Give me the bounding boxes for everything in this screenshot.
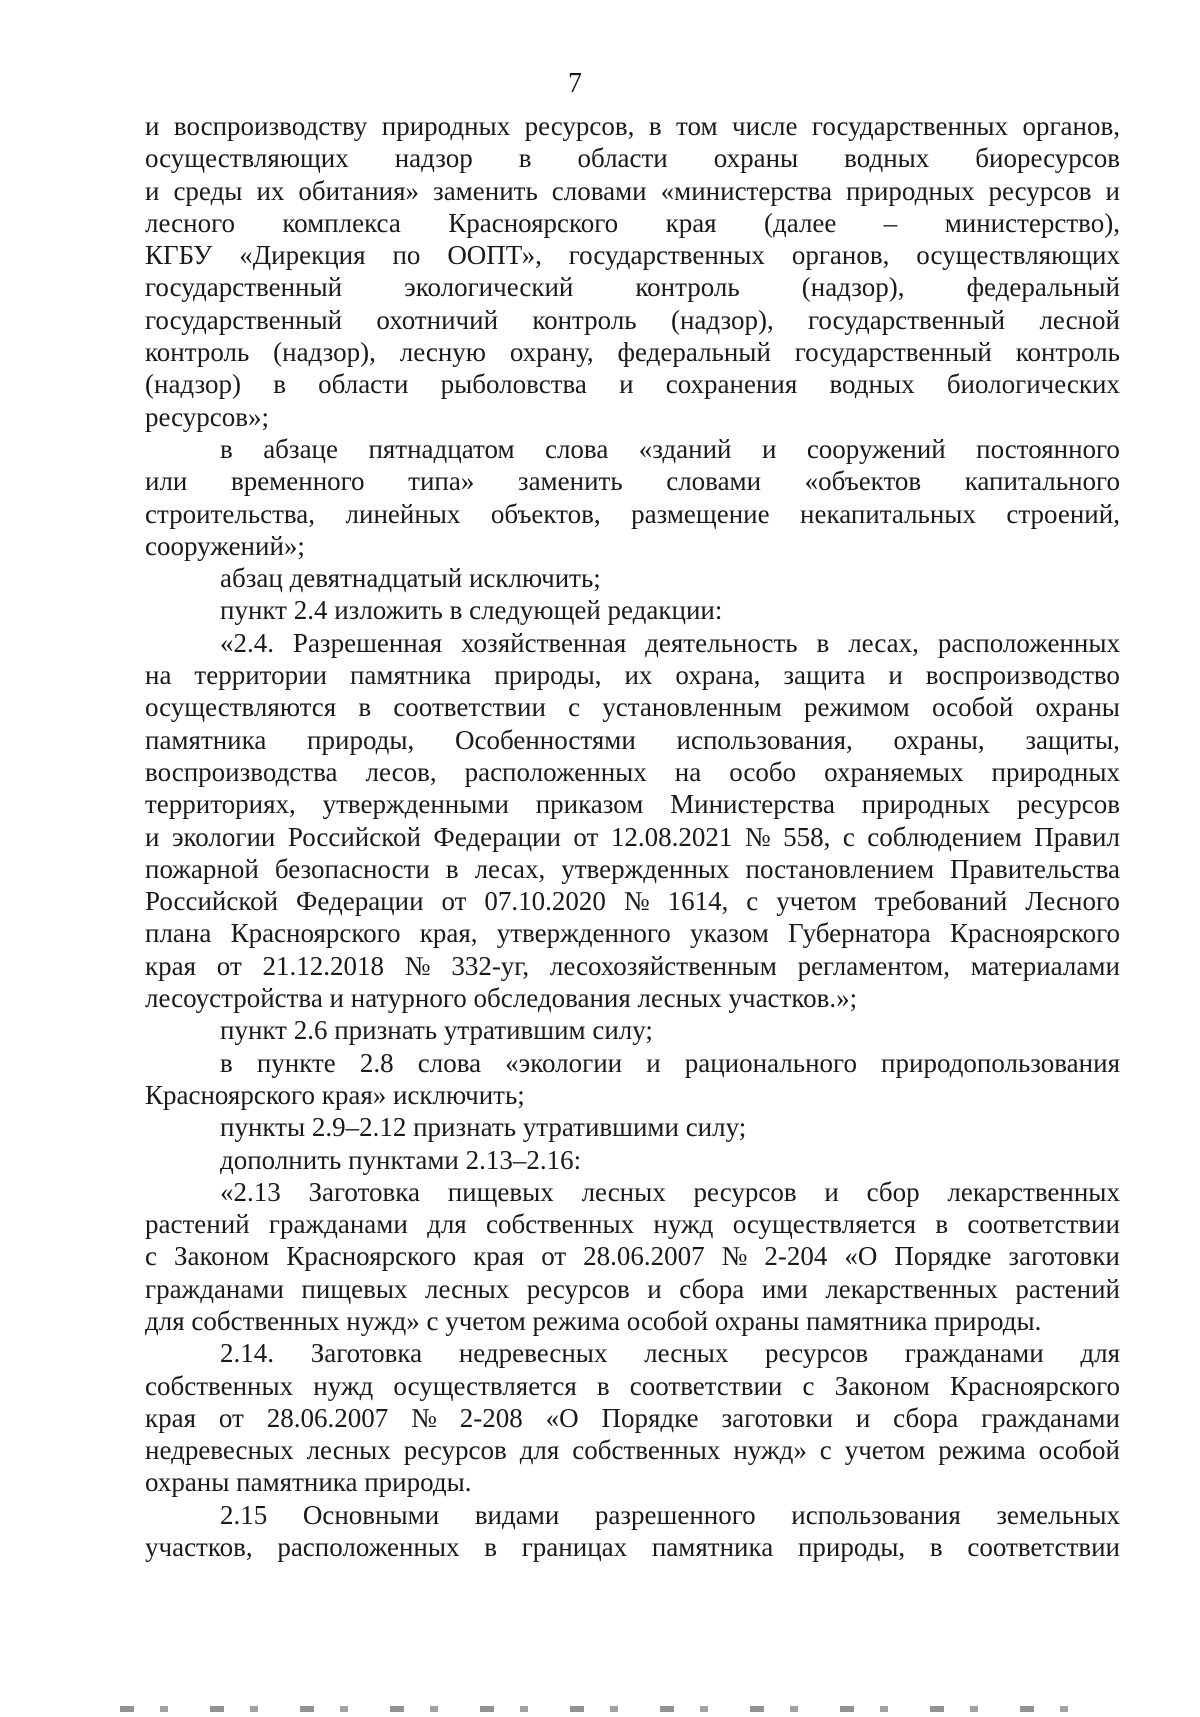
text-line: территориях, утвержденными приказом Министерства природных ресурсов — [145, 789, 1120, 820]
text-line: и воспроизводству природных ресурсов, в том числе государственных органов, — [145, 111, 1120, 141]
text-line: в пункте 2.8 слова «экологии и рационального природопользования — [220, 1047, 1120, 1078]
text-line: для собственных нужд» с учетом режима особой охраны памятника природы. — [145, 1305, 1042, 1336]
text-line: государственный охотничий контроль (надзор), государственный лесной — [145, 304, 1120, 335]
text-line: растений гражданами для собственных нужд осуществляется в соответствии — [145, 1209, 1120, 1240]
text-line: или временного типа» заменить словами «объектов капитального — [145, 466, 1120, 497]
text-line: пункт 2.6 признать утратившим силу; — [220, 1015, 653, 1046]
text-line: 2.15 Основными видами разрешенного использования земельных — [220, 1499, 1120, 1530]
scan-artifact — [120, 1706, 1080, 1712]
text-line: лесоустройства и натурного обследования лесных участков.»; — [145, 983, 858, 1014]
text-line: недревесных лесных ресурсов для собственных нужд» с учетом режима особой — [145, 1435, 1120, 1466]
page-number: 7 — [568, 68, 582, 99]
text-line: плана Красноярского края, утвержденного указом Губернатора Красноярского — [145, 918, 1120, 949]
text-line: собственных нужд осуществляется в соответствии с Законом Красноярского — [145, 1370, 1120, 1401]
text-line: памятника природы, Особенностями использования, охраны, защиты, — [145, 724, 1120, 755]
text-line: (надзор) в области рыболовства и сохранения водных биологических — [145, 369, 1120, 400]
text-line: воспроизводства лесов, расположенных на особо охраняемых природных — [145, 756, 1120, 787]
text-line: пункты 2.9–2.12 признать утратившими силу; — [220, 1112, 747, 1143]
text-line: гражданами пищевых лесных ресурсов и сбора ими лекарственных растений — [145, 1273, 1120, 1304]
text-line: пожарной безопасности в лесах, утвержденных постановлением Правительства — [145, 853, 1120, 884]
text-line: «2.13 Заготовка пищевых лесных ресурсов и сбор лекарственных — [220, 1176, 1120, 1207]
text-line: Российской Федерации от 07.10.2020 № 1614, с учетом требований Лесного — [145, 886, 1120, 917]
text-line: строительства, линейных объектов, размещение некапитальных строений, — [145, 498, 1120, 529]
text-line: и экологии Российской Федерации от 12.08.2021 № 558, с соблюдением Правил — [145, 821, 1120, 852]
text-line: КГБУ «Дирекция по ООПТ», государственных органов, осуществляющих — [145, 240, 1120, 271]
text-line: осуществляются в соответствии с установленным режимом особой охраны — [145, 692, 1120, 723]
text-line: на территории памятника природы, их охрана, защита и воспроизводство — [145, 660, 1120, 691]
text-line: края от 21.12.2018 № 332-уг, лесохозяйственным регламентом, материалами — [145, 950, 1120, 981]
text-line: и среды их обитания» заменить словами «министерства природных ресурсов и — [145, 175, 1120, 206]
text-line: осуществляющих надзор в области охраны водных биоресурсов — [145, 143, 1120, 174]
text-line: пункт 2.4 изложить в следующей редакции: — [220, 595, 723, 626]
text-line: 2.14. Заготовка недревесных лесных ресурсов гражданами для — [220, 1338, 1120, 1369]
text-line: государственный экологический контроль (надзор), федеральный — [145, 272, 1120, 303]
text-line: в абзаце пятнадцатом слова «зданий и сооружений постоянного — [220, 433, 1120, 464]
text-line: контроль (надзор), лесную охрану, федеральный государственный контроль — [145, 337, 1120, 368]
text-line: сооружений»; — [145, 530, 305, 561]
text-line: с Законом Красноярского края от 28.06.2007 № 2-204 «О Порядке заготовки — [145, 1241, 1120, 1272]
text-line: Красноярского края» исключить; — [145, 1079, 525, 1110]
text-line: лесного комплекса Красноярского края (далее – министерство), — [145, 207, 1120, 238]
text-line: абзац девятнадцатый исключить; — [220, 563, 601, 594]
text-line: участков, расположенных в границах памятника природы, в соответствии — [145, 1532, 1120, 1563]
text-line: охраны памятника природы. — [145, 1467, 472, 1498]
text-line: края от 28.06.2007 № 2-208 «О Порядке заготовки и сбора гражданами — [145, 1402, 1120, 1433]
text-line: «2.4. Разрешенная хозяйственная деятельность в лесах, расположенных — [220, 627, 1120, 658]
text-line: дополнить пунктами 2.13–2.16: — [220, 1144, 582, 1175]
text-line: ресурсов»; — [145, 401, 270, 432]
document-body — [145, 110, 1120, 1563]
